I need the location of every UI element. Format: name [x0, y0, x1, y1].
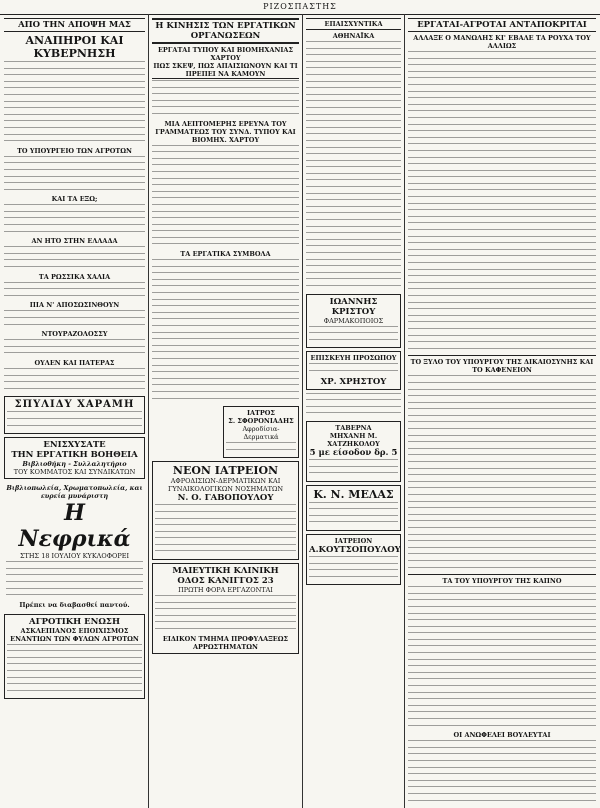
ad-subtitle: ΑΦΡΟΔΙΣΙΩΝ-ΔΕΡΜΑΤΙΚΩΝ ΚΑΙ ΓΥΝΑΙΚΟΛΟΓΙΚΩΝ ΝΟΣΗΜΑΤΩΝ	[167, 477, 284, 494]
ad-title: ΑΓΡΟΤΙΚΗ ΕΝΩΣΗ	[29, 616, 120, 627]
ad-text: Αφροδίσια-Δερματικά	[242, 425, 280, 442]
column-labor	[152, 16, 299, 806]
ad-name: Σ. ΣΦΟΡΟΝΙΑΔΗΣ	[228, 417, 294, 426]
section-title: ΕΠΑΙΣΧΥΝΤΙΚΑ	[306, 18, 401, 30]
subheading: ΕΡΓΑΤΑΙ ΤΥΠΟΥ ΚΑΙ ΒΙΟΜΗΧΑΝΙΑΣ ΧΑΡΤΟΥ	[157, 46, 294, 62]
ad-name: Ν. Ο. ΓΑΒΟΠΟΥΛΟΥ	[177, 493, 274, 504]
subheading: ΝΤΟΥΡΑΖΟΛΟΣΣΥ	[41, 330, 108, 339]
ad-subtitle: ΠΡΩΤΗ ΦΟΡΑ ΕΡΓΑΖΟΝΤΑΙ	[178, 586, 273, 595]
ad-title: ΝΕΟΝ ΙΑΤΡΕΙΟΝ	[172, 464, 279, 478]
ad-name: Κ. Ν. ΜΕΛΑΣ	[313, 487, 394, 501]
ad-line: Βιβλιοθήκη - Συλλαλητήριο	[22, 460, 127, 469]
ad-tagline: Βιβλιοπωλεία, Χρωματοπωλεία, και ευρεία μυνάριστη	[6, 484, 143, 501]
ad-title: ΙΩΑΝΝΗΣ ΚΡΙΣΤΟΥ	[329, 296, 378, 317]
advertisement	[306, 351, 401, 389]
advertisement	[4, 482, 145, 611]
ad-name: ΧΡ. ΧΡΗΣΤΟΥ	[320, 376, 387, 387]
ad-footer: Πρέπει να διαβασθεί παντού.	[19, 600, 130, 609]
ad-footer: ΕΙΔΙΚΟΝ ΤΜΗΜΑ ΠΡΟΦΥΛΑΞΕΩΣ ΑΡΡΩΣΤΗΜΑΤΩΝ	[162, 634, 289, 651]
ad-line: ΤΗΝ ΕΡΓΑΤΙΚΗ ΒΟΗΘΕΙΑ	[11, 450, 138, 461]
column-athenian	[306, 16, 401, 806]
subheading: ΤΑ ΡΩΣΣΙΚΑ ΧΑΛΙΑ	[38, 272, 111, 281]
advertisement-box	[152, 461, 299, 560]
ad-title: ΜΑΙΕΥΤΙΚΗ ΚΛΙΝΙΚΗ	[172, 566, 279, 577]
subheading: ΚΑΙ ΤΑ ΕΞΩ;	[51, 195, 98, 204]
ad-price: 5 με είσοδον δρ. 5	[309, 447, 398, 458]
ad-title: ΣΠΥΛΙΔΥ ΧΑΡΑΜΗ	[14, 399, 135, 411]
subheading: ΟΙ ΑΝΩΦΕΛΕΙ ΒΟΥΛΕΥΤΑΙ	[453, 731, 551, 740]
subheading: ΠΙΑ Ν' ΑΠΟΣΩΣΙΝΘΟΥΝ	[29, 301, 120, 310]
section-title: ΑΠΟ ΤΗΝ ΑΠΟΨΗ ΜΑΣ	[4, 18, 145, 32]
ad-logo: Η Νεφρικά	[18, 500, 131, 553]
advertisement	[4, 396, 145, 434]
ad-line: ΕΝΙΣΧΥΣΑΤΕ	[43, 440, 106, 451]
subheading: ΟΥΛΕΝ ΚΑΙ ΠΑΤΕΡΑΣ	[34, 358, 115, 367]
subheading: ΤΑ ΤΟΥ ΥΠΟΥΡΓΟΥ ΤΗΣ ΚΑΠΝΟ	[442, 577, 562, 586]
ad-text: ΦΑΡΜΑΚΟΠΟΙΟΣ	[323, 316, 384, 325]
advertisement	[306, 421, 401, 482]
ad-line: ΤΟΥ ΚΟΜΜΑΤΟΣ ΚΑΙ ΣΥΝΔΙΚΑΤΩΝ	[13, 468, 136, 477]
ad-name: ΜΗΧΑΝΗ Μ. ΧΑΤΖΗΚΟΛΟΥ	[327, 431, 380, 448]
masthead: ΡΙΖΟΣΠΑΣΤΗΣ	[0, 0, 600, 15]
advertisement	[4, 614, 145, 700]
column-rule	[148, 14, 149, 808]
article-headline: ΠΩΣ ΣΚΕΨ, ΠΩΣ ΑΠΑΙΣΙΩΝΟΥΝ ΚΑΙ ΤΙ ΠΡΕΠΕΙ ΝΑ ΚΑΜΟΥΝ	[153, 62, 298, 78]
article-headline: ΑΛΛΑΞΕ Ο ΜΑΝΩΛΗΣ ΚΙ' ΕΒΑΛΕ ΤΑ ΡΟΥΧΑ ΤΟΥ ΑΛΛΙΩΣ	[413, 34, 591, 50]
article-headline: ΑΝΑΠΗΡΟΙ ΚΑΙ ΚΥΒΕΡΝΗΣΗ	[25, 34, 124, 60]
column-opinion	[4, 16, 145, 806]
column-rule	[404, 14, 405, 808]
ad-title: ΙΑΤΡΕΙΟΝ	[334, 537, 373, 546]
subheading: ΤΟ ΞΥΛΟ ΤΟΥ ΥΠΟΥΡΓΟΥ ΤΗΣ ΔΙΚΑΙΟΣΥΝΗΣ ΚΑΙ ΤΟ ΚΑΦΕΝΕΙΟΝ	[410, 358, 594, 375]
subheading: ΑΝ ΗΤΟ ΣΤΗΝ ΕΛΛΑΔΑ	[31, 237, 118, 246]
column-rule	[302, 14, 303, 808]
subheading: ΜΙΑ ΛΕΠΤΟΜΕΡΗΣ ΕΡΕΥΝΑ ΤΟΥ ΓΡΑΜΜΑΤΕΩΣ ΤΟΥ ΣΥΝΔ. ΤΥΠΟΥ ΚΑΙ ΒΙΟΜΗΧ. ΧΑΡΤΟΥ	[155, 119, 296, 144]
ad-title: ΙΑΤΡΟΣ	[246, 409, 276, 418]
column-correspondents	[408, 16, 596, 806]
section-title: ΕΡΓΑΤΑΙ-ΑΓΡΟΤΑΙ ΑΝΤΑΠΟΚΡΙΤΑΙ	[408, 18, 596, 32]
ad-address: ΟΔΟΣ ΚΑΝΙΓΓΟΣ 23	[177, 576, 274, 587]
advertisement	[306, 294, 401, 349]
ad-subtitle: ΑΣΚΛΕΠΙΑΝΟΣ ΕΠΟΙΧΙΣΜΟΣ ΕΝΑΝΤΙΩΝ ΤΩΝ ΦΥΛΩΝ ΑΓΡΟΤΩΝ	[10, 626, 139, 643]
subheading: ΑΘΗΝΑΪΚΑ	[332, 32, 375, 40]
ad-note: ΣΤΗΣ 18 ΙΟΥΛΙΟΥ ΚΥΚΛΟΦΟΡΕΙ	[19, 552, 130, 561]
ad-name: Α.ΚΟΥΤΣΟΠΟΥΛΟΥ	[309, 545, 401, 556]
advertisement-box	[152, 563, 299, 654]
advertisement	[223, 406, 299, 458]
advertisement-box	[4, 437, 145, 479]
subheading: ΤΑ ΕΡΓΑΤΙΚΑ ΣΥΜΒΟΛΑ	[180, 250, 271, 259]
ad-title: ΤΑΒΕΡΝΑ	[335, 423, 372, 432]
ad-title: ΕΠΙΣΚΕΥΗ ΠΡΟΣΩΠΟΥ	[310, 354, 397, 363]
advertisement	[306, 534, 401, 585]
advertisement	[306, 485, 401, 531]
section-title: Η ΚΙΝΗΣΙΣ ΤΩΝ ΕΡΓΑΤΙΚΩΝ ΟΡΓΑΝΩΣΕΩΝ	[152, 18, 299, 44]
subheading: ΤΟ ΥΠΟΥΡΓΕΙΟ ΤΩΝ ΑΓΡΟΤΩΝ	[17, 146, 132, 155]
